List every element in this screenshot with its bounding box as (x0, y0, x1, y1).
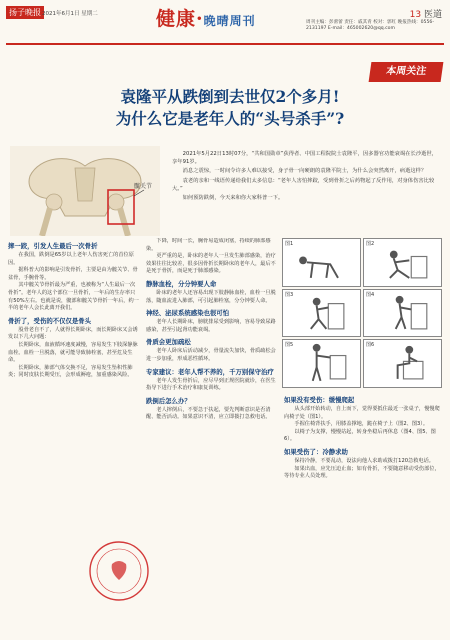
page-section-name: 医道 (423, 10, 442, 20)
headline (20, 86, 440, 130)
health-studio-stamp (88, 540, 150, 602)
intro-paragraph: 袁老的亲和一线语传递给我们太多信息：“老年人害怕摔跤，受到骨折之后药物起了反作用，对身体伤害比较大。” (172, 177, 435, 192)
paragraph: 长期卧床，血液循环速度减慢，容易发生下肢深静脉血栓。血栓一旦脱落，就可能导致肺栓塞，甚至危及生命。 (8, 341, 138, 364)
page-number (410, 7, 442, 20)
editor-info: 周刊主编：彭蕾蕾 责任：戚其青 校对：郭红 晚报热线：0556-2131197 E-mail：465002620@qq.com (306, 20, 434, 31)
masthead-rule (6, 43, 444, 45)
pelvis-illustration (10, 146, 160, 236)
figure-label: 图3 (285, 291, 294, 298)
section-heading: 神经、泌尿系统感染也很可怕 (146, 309, 230, 318)
masthead (6, 4, 444, 42)
paragraph: 以椅子为支撑，慢慢站起，转身坐稳后再休息（图4、图5、图6）。 (284, 428, 436, 443)
paragraph: 从头部开始转动，自上而下，觉得要抵住最近一张桌子，慢慢爬向椅子处（图1）。 (284, 406, 440, 420)
person-kneeling-chair-icon (283, 290, 360, 337)
section-heading: 专家建议：老年人帮不养的，千万别保守治疗 (146, 367, 274, 376)
intro-paragraph: 消息之震惊，一时间令许多人难以接受，身子骨一向硬朗的袁隆平院士，为什么会突然离开，病逝这样？ (182, 168, 427, 175)
section-heading: 摔一跤，引发人生最后一次骨折 (8, 242, 98, 250)
section-heading: 骨折了，受伤的不仅仅是骨头 (8, 316, 92, 325)
paragraph: 股骨老自不了，人就得长期卧床，而长期卧床又会诱发以下几大问题： (8, 326, 138, 341)
figure-panel (363, 339, 442, 388)
feature-badge: 本周关注 (369, 62, 444, 82)
page-number-value: 13 (409, 10, 422, 20)
section-heading: 跌倒后怎么办？ (146, 396, 191, 405)
column-title (156, 4, 256, 31)
hip-joint-caption: 髋关节 (134, 183, 153, 190)
paragraph: 其中髋关节骨折最为严重，也被称为“人生最后一次骨折”。老年人的这个部位一旦骨折，一年后的生存率只有50%左右。也就是说，髋部和髋关节骨折一年后，约一半的老年人会长此离开我们。 (8, 282, 139, 312)
paragraph: 下降，时间一长，胸骨易造成闭塞，持续的肺部感染。 (146, 238, 271, 252)
paragraph: 长期卧床，肺部气体交换不足，容易发生坠积性肺炎；同时皮肤长期受压，会形成褥疮，加重感染风险。 (8, 364, 133, 379)
intro-text (172, 150, 440, 203)
figure-panel (282, 339, 361, 388)
paragraph: 保持冷静，不要乱动，设法向他人求助或拨打120急救电话。 (294, 457, 434, 464)
paragraph: 卧床的老年人还容易出现下肢静脉血栓，血栓一旦脱落，随血流进入肺部，可引起肺栓塞，分分钟要人命。 (146, 289, 276, 304)
paragraph: 老年人发生骨折后，应尽早到正规医院就诊，在医生指导下进行手术治疗和康复训练。 (146, 377, 276, 392)
section-heading: 静脉血栓，分分钟要人命 (146, 279, 217, 288)
intro-paragraph: 2021年5月22日13时07分，“共和国勋章”获得者、中国工程院院士袁隆平，因多器官功能衰竭在长沙逝世，享年91岁。 (172, 151, 438, 166)
person-rising-icon (364, 290, 441, 337)
article-column-middle (146, 238, 278, 634)
intro-paragraph: 如何预防跌倒，今天来和你大家科普一下。 (182, 195, 284, 202)
person-crawling-icon (283, 239, 360, 286)
figure-label: 图1 (285, 241, 294, 247)
figure-label: 图4 (366, 291, 375, 298)
paper-logo: 扬子晚报 (6, 6, 44, 19)
publication-date: 2021年6月1日 星期二 (42, 11, 98, 17)
figure-label: 图2 (366, 241, 375, 247)
figure-panel (282, 238, 361, 287)
headline-line-1: 袁隆平从跌倒到去世仅2个多月! (120, 87, 340, 106)
article-column-right (284, 392, 440, 634)
figure-label: 图6 (366, 342, 375, 349)
headline-line-2: 为什么它是老年人的“头号杀手”? (115, 109, 345, 128)
section-heading: 如果受伤了：冷静求助 (284, 447, 348, 456)
figure-panel (363, 238, 442, 287)
paragraph: 据科普大的影响是引发骨折，主要是由为髋关节、骨盆骨，手腕骨等。 (8, 267, 138, 281)
paragraph: 在我国，跌倒是65岁以上老年人伤害死亡的首位原因。 (8, 252, 134, 266)
paragraph: 如果出血，应先压迫止血；如有骨折，不要随意移动受伤部位，等待专业人员处理。 (284, 465, 440, 480)
person-kneeling-icon (364, 239, 441, 286)
section-heading: 如果没有受伤：缓慢爬起 (284, 396, 355, 404)
figure-panel (282, 289, 361, 338)
person-seated-icon (364, 340, 441, 387)
figure-label: 图5 (285, 342, 294, 349)
figure-panel (363, 289, 442, 338)
fall-recovery-figures (282, 238, 442, 388)
section-heading: 骨质会更加疏松 (146, 338, 191, 347)
paragraph: 更严重的是，卧床的老年人一旦发生肺部感染，治疗效果往往比较差，很多因骨折长期卧床的老年人，最后不是死于骨折，而是死于肺部感染。 (146, 253, 276, 275)
column-title-main: 健康· (156, 8, 204, 30)
person-standing-chair-icon (283, 340, 360, 387)
paragraph: 老人摔倒后，不要急于扶起，要先判断意识是否清醒、能否活动。如果意识不清，应立即拨打急救电话。 (146, 406, 271, 421)
paragraph: 老年人卧床后活动减少，骨量流失加快，骨质疏松会进一步加重，形成恶性循环。 (146, 348, 276, 362)
paragraph: 老年人长期卧床，膀胱排尿受到影响，容易导致尿路感染，甚至引起肾功能衰竭。 (146, 319, 276, 333)
paragraph: 手握住椅背扶手，用膝盖撑地，跪在椅子上（图2、图3）。 (294, 421, 429, 428)
column-title-sub: 晚晴周刊 (203, 14, 256, 28)
